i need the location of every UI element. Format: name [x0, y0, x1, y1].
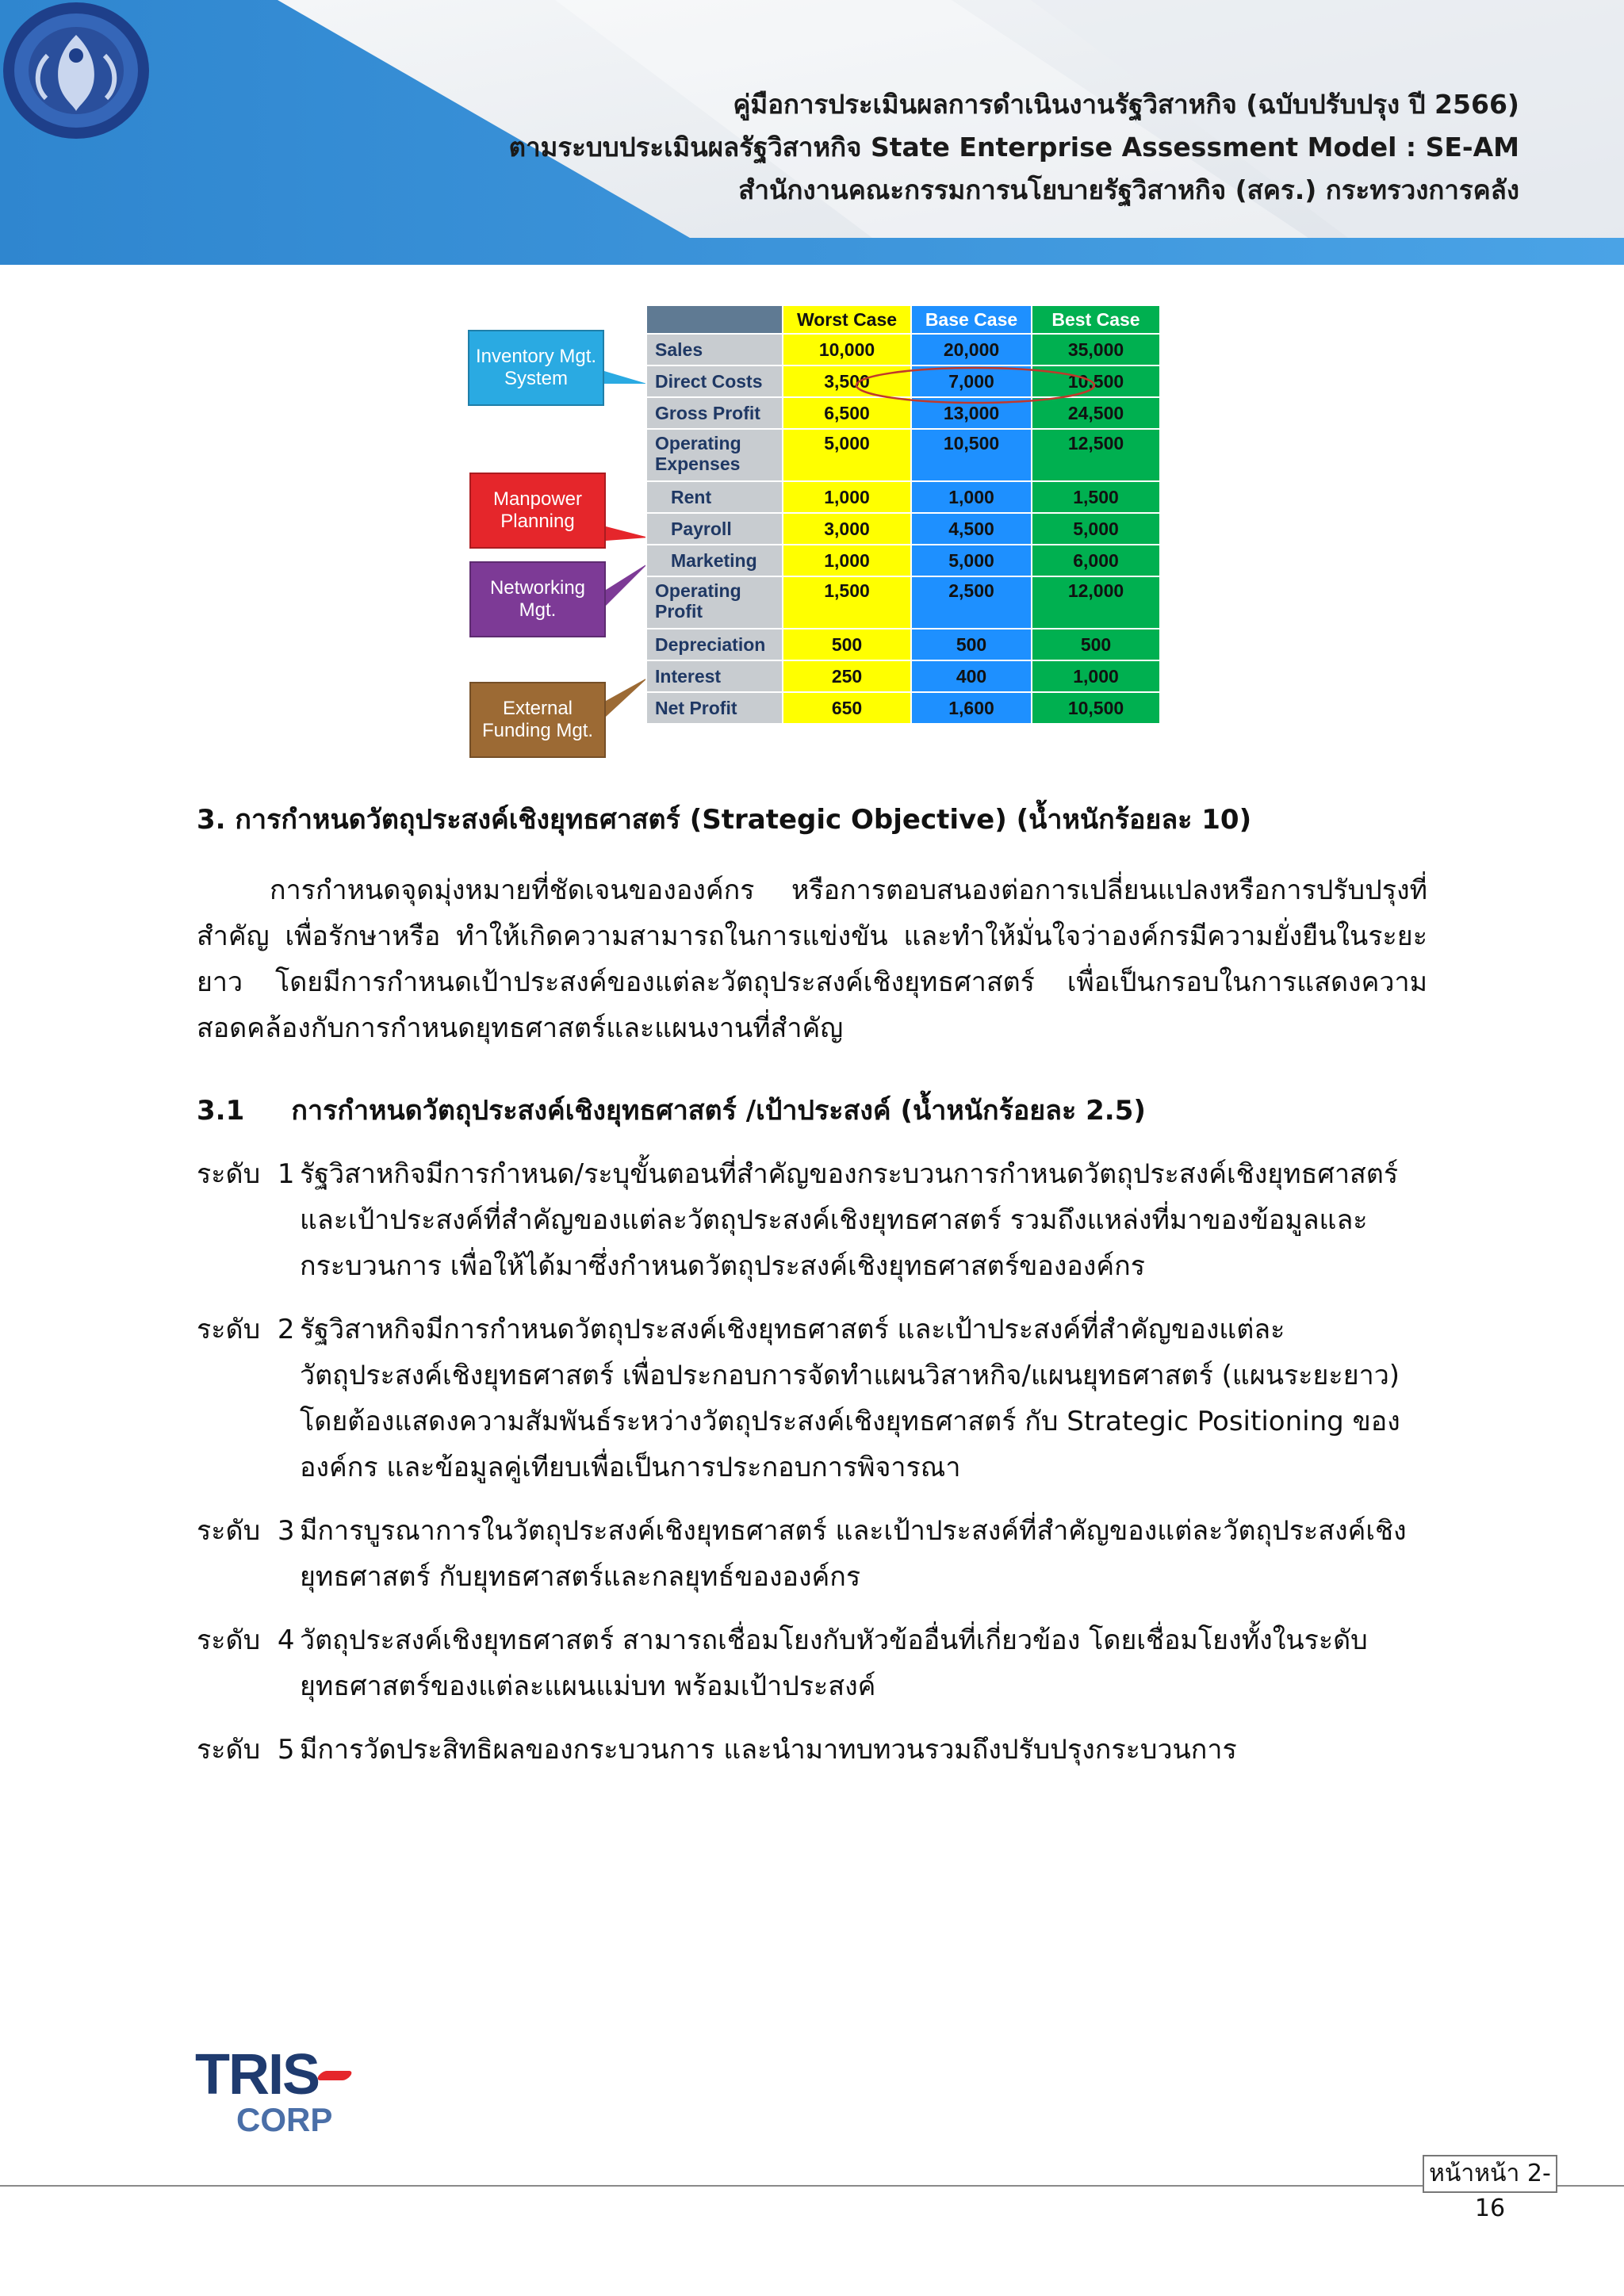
- header-line-1: คู่มือการประเมินผลการดำเนินงานรัฐวิสาหกิจ (ฉบับปรับปรุง ปี 2566): [733, 89, 1519, 120]
- cell-base: 7,000: [911, 365, 1032, 397]
- cell-best: 1,500: [1032, 481, 1160, 513]
- level-label: [197, 1151, 294, 1197]
- financial-scenario-figure: [468, 304, 1166, 764]
- level-label: [197, 1508, 294, 1554]
- cell-best: 12,000: [1032, 576, 1160, 629]
- cell-worst: 500: [783, 629, 911, 660]
- header-line-3: สำนักงานคณะกรรมการนโยบายรัฐวิสาหกิจ (สคร.) กระทรวงการคลัง: [738, 174, 1519, 205]
- cell-best: 10,500: [1032, 365, 1160, 397]
- cell-base: 1,000: [911, 481, 1032, 513]
- row-label: Direct Costs: [646, 365, 783, 397]
- manpower-planning-box: Manpower Planning: [469, 473, 606, 549]
- level-item-2: [197, 1307, 1427, 1490]
- level-number: 3: [277, 1515, 295, 1547]
- cell-base: 400: [911, 660, 1032, 692]
- level-label: [197, 1307, 294, 1353]
- level-word: ระดับ: [197, 1314, 261, 1345]
- footer-divider: [0, 2185, 1624, 2187]
- level-number: 4: [277, 1624, 295, 1656]
- logo-swoosh-icon: [316, 2071, 354, 2080]
- header-line-2: ตามระบบประเมินผลรัฐวิสาหกิจ State Enterprise Assessment Model : SE-AM: [508, 132, 1519, 163]
- row-label: Net Profit: [646, 692, 783, 724]
- level-text: รัฐวิสาหกิจมีการกำหนด/ระบุขั้นตอนที่สำคัญของกระบวนการกำหนดวัตถุประสงค์เชิงยุทธศาสตร์ และเป้าประสงค์ที่สำคัญของแต่ละวัตถุประสงค์เชิงยุทธศาสตร์ รวมถึงแหล่งที่มาของข้อมูลและกระบวนการ เพื่อให้ได้มาซึ่งกำหนดวัตถุประสงค์เชิงยุทธศาสตร์ขององค์กร: [300, 1158, 1399, 1282]
- highlight-overlay: [468, 304, 1166, 764]
- row-label: Payroll: [646, 513, 783, 545]
- cell-worst: 10,000: [783, 334, 911, 365]
- level-word: ระดับ: [197, 1624, 261, 1656]
- inventory-mgt-box: Inventory Mgt. System: [468, 330, 604, 406]
- level-label: [197, 1617, 294, 1663]
- level-word: ระดับ: [197, 1734, 261, 1766]
- level-item-4: [197, 1617, 1427, 1709]
- cell-base: 1,600: [911, 692, 1032, 724]
- section-3-paragraph: การกำหนดจุดมุ่งหมายที่ชัดเจนขององค์กร หรือการตอบสนองต่อการเปลี่ยนแปลงหรือการปรับปรุงที่สำคัญ เพื่อรักษาหรือ ทำให้เกิดความสามารถในการแข่งขัน และทำให้มั่นใจว่าองค์กรมีความยั่งยืนในระยะยาว โดยมีการกำหนดเป้าประสงค์ของแต่ละวัตถุประสงค์เชิงยุทธศาสตร์ เพื่อเป็นกรอบในการแสดงความสอดคล้องกับการกำหนดยุทธศาสตร์และแผนงานที่สำคัญ: [197, 874, 1427, 1044]
- cell-base: 2,500: [911, 576, 1032, 629]
- level-number: 5: [277, 1734, 295, 1766]
- header-banner: [0, 0, 1624, 265]
- level-word: ระดับ: [197, 1515, 261, 1547]
- cell-best: 35,000: [1032, 334, 1160, 365]
- cell-best: 5,000: [1032, 513, 1160, 545]
- cell-worst: 1,000: [783, 545, 911, 576]
- section-3-title: 3. การกำหนดวัตถุประสงค์เชิงยุทธศาสตร์ (Strategic Objective) (น้ำหนักร้อยละ 10): [197, 804, 1252, 836]
- level-item-1: [197, 1151, 1427, 1289]
- cell-worst: 5,000: [783, 429, 911, 481]
- cell-base: 10,500: [911, 429, 1032, 481]
- cell-worst: 6,500: [783, 397, 911, 429]
- level-label: [197, 1727, 294, 1773]
- row-label: Depreciation: [646, 629, 783, 660]
- cell-base: 500: [911, 629, 1032, 660]
- cell-worst: 250: [783, 660, 911, 692]
- level-word: ระดับ: [197, 1158, 261, 1190]
- row-label: Interest: [646, 660, 783, 692]
- cell-worst: 3,500: [783, 365, 911, 397]
- column-header-best: Best Case: [1032, 305, 1160, 334]
- cell-best: 6,000: [1032, 545, 1160, 576]
- external-funding-box: External Funding Mgt.: [469, 682, 606, 758]
- cell-worst: 1,000: [783, 481, 911, 513]
- cell-base: 13,000: [911, 397, 1032, 429]
- cell-best: 500: [1032, 629, 1160, 660]
- cell-best: 24,500: [1032, 397, 1160, 429]
- row-label: Gross Profit: [646, 397, 783, 429]
- row-label: Operating Expenses: [646, 429, 783, 481]
- level-number: 2: [277, 1314, 295, 1345]
- level-item-3: [197, 1508, 1427, 1600]
- cell-best: 1,000: [1032, 660, 1160, 692]
- cell-base: 4,500: [911, 513, 1032, 545]
- networking-mgt-box: Networking Mgt.: [469, 561, 606, 637]
- header-text: [509, 83, 1519, 212]
- column-header-worst: Worst Case: [783, 305, 911, 334]
- level-text: วัตถุประสงค์เชิงยุทธศาสตร์ สามารถเชื่อมโยงกับหัวข้ออื่นที่เกี่ยวข้อง โดยเชื่อมโยงทั้งในระดับยุทธศาสตร์ของแต่ละแผนแม่บท พร้อมเป้าประสงค์: [300, 1624, 1368, 1702]
- row-label: Marketing: [646, 545, 783, 576]
- cell-best: 12,500: [1032, 429, 1160, 481]
- cell-best: 10,500: [1032, 692, 1160, 724]
- level-text: รัฐวิสาหกิจมีการกำหนดวัตถุประสงค์เชิงยุทธศาสตร์ และเป้าประสงค์ที่สำคัญของแต่ละวัตถุประสงค์เชิงยุทธศาสตร์ เพื่อประกอบการจัดทำแผนวิสาหกิจ/แผนยุทธศาสตร์ (แผนระยะยาว) โดยต้องแสดงความสัมพันธ์ระหว่างวัตถุประสงค์เชิงยุทธศาสตร์ กับ Strategic Positioning ขององค์กร และข้อมูลคู่เทียบเพื่อเป็นการประกอบการพิจารณา: [300, 1314, 1400, 1483]
- cell-base: 20,000: [911, 334, 1032, 365]
- tris-corp-logo: [195, 2043, 333, 2138]
- row-label: Sales: [646, 334, 783, 365]
- logo-corp-text: CORP: [236, 2101, 333, 2138]
- row-label: Rent: [646, 481, 783, 513]
- level-number: 1: [277, 1158, 295, 1190]
- page-number: หน้าหน้า 2-16: [1423, 2155, 1557, 2193]
- cell-worst: 3,000: [783, 513, 911, 545]
- level-text: มีการบูรณาการในวัตถุประสงค์เชิงยุทธศาสตร์ และเป้าประสงค์ที่สำคัญของแต่ละวัตถุประสงค์เชิงยุทธศาสตร์ กับยุทธศาสตร์และกลยุทธ์ขององค์กร: [300, 1515, 1407, 1593]
- level-item-5: [197, 1727, 1427, 1773]
- column-header-base: Base Case: [911, 305, 1032, 334]
- section-3-1-title: 3.1 การกำหนดวัตถุประสงค์เชิงยุทธศาสตร์ /เป้าประสงค์ (น้ำหนักร้อยละ 2.5): [197, 1095, 1146, 1127]
- cell-worst: 650: [783, 692, 911, 724]
- highlight-ellipse: [856, 368, 1094, 403]
- logo-tris-text: TRIS: [195, 2043, 320, 2107]
- row-label: Operating Profit: [646, 576, 783, 629]
- garuda-emblem-icon: [0, 0, 152, 141]
- level-list: [197, 1151, 1427, 1773]
- cell-worst: 1,500: [783, 576, 911, 629]
- cell-base: 5,000: [911, 545, 1032, 576]
- level-text: มีการวัดประสิทธิผลของกระบวนการ และนำมาทบทวนรวมถึงปรับปรุงกระบวนการ: [300, 1734, 1237, 1766]
